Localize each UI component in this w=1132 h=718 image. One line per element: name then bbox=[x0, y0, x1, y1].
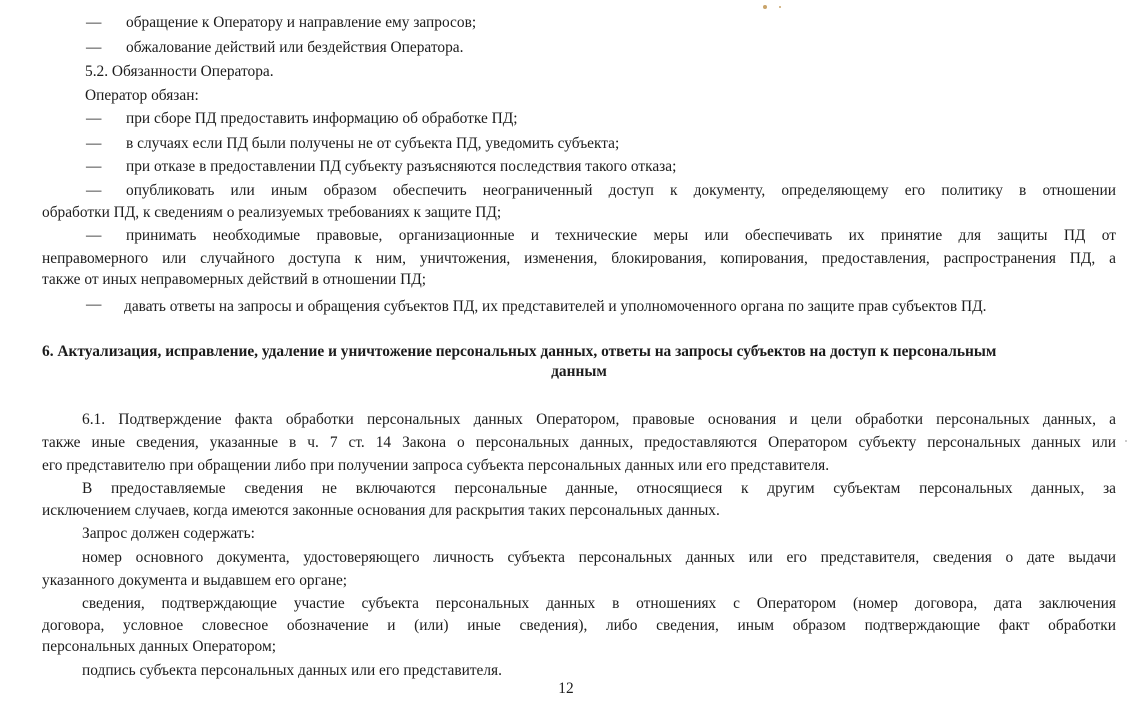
paragraph-line: В предоставляемые сведения не включаются персональные данные, относящиеся к другим субъектам персональных данных, за bbox=[82, 480, 1116, 497]
list-dash: — bbox=[86, 14, 102, 31]
list-dash: — bbox=[86, 158, 102, 175]
list-item-continuation: обработки ПД, к сведениям о реализуемых требованиях к защите ПД; bbox=[42, 204, 502, 221]
list-dash: — bbox=[86, 296, 102, 313]
list-item-continuation: неправомерного или случайного доступа к ним, уничтожения, изменения, блокирования, копирования, предоставления, распространения ПД, а bbox=[42, 250, 1116, 267]
paragraph-line: номер основного документа, удостоверяющего личность субъекта персональных данных или его представителя, сведения о дате выдачи bbox=[82, 549, 1116, 566]
paragraph-line: сведения, подтверждающие участие субъекта персональных данных в отношениях с Оператором (номер договора, дата заключения bbox=[82, 595, 1116, 612]
list-item: опубликовать или иным образом обеспечить неограниченный доступ к документу, определяющему его политику в отношении bbox=[126, 182, 1116, 199]
paragraph-line: его представителю при обращении либо при получении запроса субъекта персональных данных или его представителя. bbox=[42, 457, 830, 474]
list-item-continuation: также от иных неправомерных действий в отношении ПД; bbox=[42, 271, 426, 288]
paragraph-line: указанного документа и выдавшем его органе; bbox=[42, 572, 348, 589]
list-dash: — bbox=[86, 110, 102, 127]
section-title: 5.2. Обязанности Оператора. bbox=[85, 63, 274, 80]
section-heading: 6. Актуализация, исправление, удаление и уничтожение персональных данных, ответы на запросы субъектов на доступ к персональным bbox=[42, 343, 997, 360]
list-dash: — bbox=[86, 182, 102, 199]
paragraph-line: исключением случаев, когда имеются законные основания для раскрытия таких персональных данных. bbox=[42, 502, 720, 519]
scan-speck bbox=[779, 6, 781, 8]
paragraph-line: также иные сведения, указанные в ч. 7 ст. 14 Закона о персональных данных, предоставляются Оператором субъекту персональных данных или bbox=[42, 434, 1116, 451]
list-dash: — bbox=[86, 135, 102, 152]
paragraph-line: персональных данных Оператором; bbox=[42, 638, 276, 655]
list-item: принимать необходимые правовые, организационные и технические меры или обеспечивать их принятие для защиты ПД от bbox=[126, 227, 1116, 244]
page-number: 12 bbox=[558, 680, 574, 697]
list-dash: — bbox=[86, 227, 102, 244]
list-item: при сборе ПД предоставить информацию об обработке ПД; bbox=[126, 110, 518, 127]
list-dash: — bbox=[86, 39, 102, 56]
paragraph-line: договора, условное словесное обозначение и (или) иные сведения), либо сведения, иным образом подтверждающие факт обработки bbox=[42, 617, 1116, 634]
scan-speck bbox=[763, 5, 767, 9]
list-item: обращение к Оператору и направление ему запросов; bbox=[126, 14, 477, 31]
paragraph-line: Запрос должен содержать: bbox=[82, 525, 255, 542]
list-item: при отказе в предоставлении ПД субъекту разъясняются последствия такого отказа; bbox=[126, 158, 677, 175]
section-heading-line2: данным bbox=[551, 363, 607, 380]
scan-speck bbox=[1125, 440, 1127, 442]
list-item: в случаях если ПД были получены не от субъекта ПД, уведомить субъекта; bbox=[126, 135, 620, 152]
paragraph-line: 6.1. Подтверждение факта обработки персональных данных Оператором, правовые основания и цели обработки персональных данных, а bbox=[82, 411, 1116, 428]
list-item: давать ответы на запросы и обращения субъектов ПД, их представителей и уполномоченного органа по защите прав субъектов ПД. bbox=[124, 298, 987, 315]
list-item: обжалование действий или бездействия Оператора. bbox=[126, 39, 464, 56]
section-intro: Оператор обязан: bbox=[85, 87, 199, 104]
paragraph-line: подпись субъекта персональных данных или его представителя. bbox=[82, 662, 502, 679]
